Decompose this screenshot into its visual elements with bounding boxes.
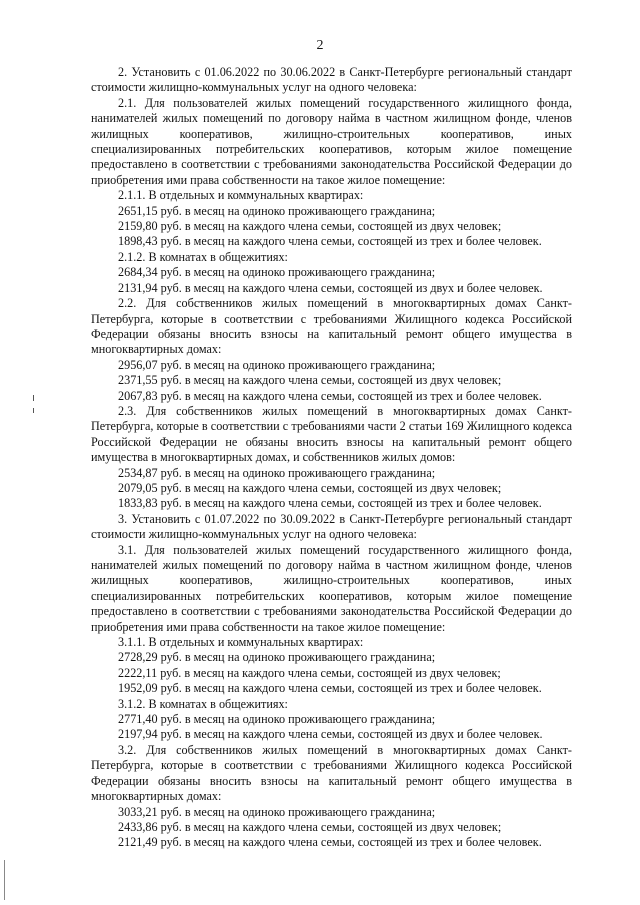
paragraph-2-1-1: 2.1.1. В отдельных и коммунальных квартирах: [118, 188, 364, 203]
rate-line: 2684,34 руб. в месяц на одиноко проживающего гражданина; [118, 265, 436, 280]
rate-line: 2079,05 руб. в месяц на каждого члена семьи, состоящей из двух человек; [118, 480, 502, 495]
rate-line: 1952,09 руб. в месяц на каждого члена семьи, состоящей из трех и более человек. [118, 681, 542, 696]
rate-line: 2197,94 руб. в месяц на каждого члена семьи, состоящей из двух и более человек. [118, 727, 543, 742]
scan-edge-mark [4, 860, 5, 900]
rate-line: 2433,86 руб. в месяц на каждого члена семьи, состоящей из двух человек; [118, 819, 502, 834]
paragraph-2-2: 2.2. Для собственников жилых помещений в многоквартирных домах Санкт-Петербурга, которые в соответствии с требованиями Жилищного кодекса Российской Федерации обязаны вносить взносы на капитальный ремонт общего имущества в многоквартирных домах: [91, 296, 572, 357]
paragraph-2-3: 2.3. Для собственников жилых помещений в многоквартирных домах Санкт-Петербурга, которые в соответствии с требованиями части 2 статьи 169 Жилищного кодекса Российской Федерации не обязаны вносить взносы на капитальный ремонт общего имущества в многоквартирных домах, и собственников жилых домов: [91, 403, 572, 465]
paragraph-3-1-2: 3.1.2. В комнатах в общежитиях: [118, 696, 288, 711]
rate-line: 2159,80 руб. в месяц на каждого члена семьи, состоящей из двух человек; [118, 219, 502, 234]
paragraph-2-1-2: 2.1.2. В комнатах в общежитиях: [118, 249, 288, 264]
rate-line: 1898,43 руб. в месяц на каждого члена семьи, состоящей из трех и более человек. [118, 234, 542, 249]
rate-line: 2121,49 руб. в месяц на каждого члена семьи, состоящей из трех и более человек. [118, 835, 542, 850]
rate-line: 2728,29 руб. в месяц на одиноко проживающего гражданина; [118, 650, 436, 665]
paragraph-2-1: 2.1. Для пользователей жилых помещений государственного жилищного фонда, нанимателей жилых помещений по договору найма в частном жилищном фонде, членов жилищных кооперативов, жилищно-строительных кооперативов, иных специализированных потребительских кооперативов, которым жилое помещение предоставлено в соответствии с требованиями законодательства Российской Федерации до приобретения ими права собственности на такое жилое помещение: [91, 95, 572, 187]
rate-line: 2067,83 руб. в месяц на каждого члена семьи, состоящей из трех и более человек. [118, 388, 542, 403]
rate-line: 2651,15 руб. в месяц на одиноко проживающего гражданина; [118, 203, 436, 218]
rate-line: 2534,87 руб. в месяц на одиноко проживающего гражданина; [118, 465, 436, 480]
rate-line: 2956,07 руб. в месяц на одиноко проживающего гражданина; [118, 357, 436, 372]
paragraph-3: 3. Установить с 01.07.2022 по 30.09.2022 в Санкт-Петербурге региональный стандарт стоимости жилищно-коммунальных услуг на одного человека: [91, 511, 572, 542]
paragraph-3-2: 3.2. Для собственников жилых помещений в многоквартирных домах Санкт-Петербурга, которые в соответствии с требованиями Жилищного кодекса Российской Федерации обязаны вносить взносы на капитальный ремонт общего имущества в многоквартирных домах: [91, 742, 572, 804]
rate-line: 2131,94 руб. в месяц на каждого члена семьи, состоящей из двух и более человек. [118, 280, 543, 295]
paragraph-3-1-1: 3.1.1. В отдельных и коммунальных квартирах: [118, 635, 364, 650]
rate-line: 2371,55 руб. в месяц на каждого члена семьи, состоящей из двух человек; [118, 373, 502, 388]
rate-line: 3033,21 руб. в месяц на одиноко проживающего гражданина; [118, 804, 436, 819]
rate-line: 2771,40 руб. в месяц на одиноко проживающего гражданина; [118, 712, 436, 727]
page-number: 2 [316, 38, 324, 53]
document-body [91, 65, 572, 851]
paragraph-2: 2. Установить с 01.06.2022 по 30.06.2022 в Санкт-Петербурге региональный стандарт стоимости жилищно-коммунальных услуг на одного человека: [91, 65, 572, 95]
paragraph-3-1: 3.1. Для пользователей жилых помещений государственного жилищного фонда, нанимателей жилых помещений по договору найма в частном жилищном фонде, членов жилищных кооперативов, жилищно-строительных кооперативов, иных специализированных потребительских кооперативов, которым жилое помещение предоставлено в соответствии с требованиями законодательства Российской Федерации до приобретения ими права собственности на такое жилое помещение: [91, 542, 572, 634]
rate-line: 1833,83 руб. в месяц на каждого члена семьи, состоящей из трех и более человек. [118, 496, 542, 511]
scan-edge-mark [33, 408, 34, 413]
scan-edge-mark [33, 395, 34, 401]
rate-line: 2222,11 руб. в месяц на каждого члена семьи, состоящей из двух человек; [118, 665, 501, 680]
